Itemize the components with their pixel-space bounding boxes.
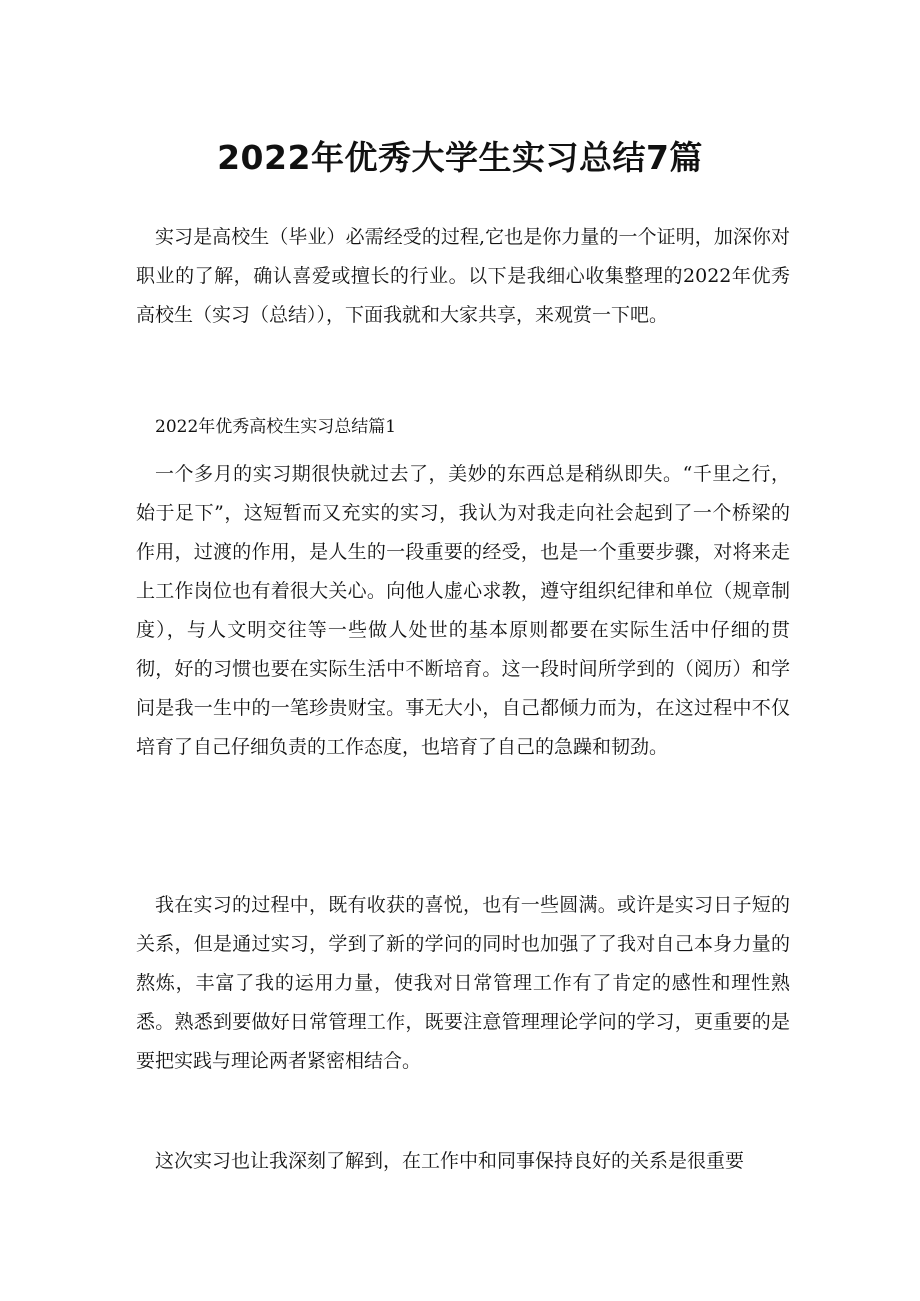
section-heading: 2022年优秀高校生实习总结篇1 (155, 417, 397, 437)
body-paragraph-2: 我在实习的过程中，既有收获的喜悦，也有一些圆满。或许是实习日子短的关系，但是通过实习，学到了新的学问的同时也加强了了我对自己本身力量的熬炼，丰富了我的运用力量，使我对日常管理工作有了肯定的感性和理性熟悉。熟悉到要做好日常管理工作，既要注意管理理论学问的学习，更重要的是要把实践与理论两者紧密相结合。 (136, 894, 790, 1072)
body-paragraph-1: 一个多月的实习期很快就过去了，美妙的东西总是稍纵即失。“千里之行，始于足下”，这短暂而又充实的实习，我认为对我走向社会起到了一个桥梁的作用，过渡的作用，是人生的一段重要的经受，也是一个重要步骤，对将来走上工作岗位也有着很大关心。向他人虚心求教，遵守组织纪律和单位（规章制度），与人文明交往等一些做人处世的基本原则都要在实际生活中仔细的贯彻，好的习惯也要在实际生活中不断培育。这一段时间所学到的（阅历）和学问是我一生中的一笔珍贵财宝。事无大小，自己都倾力而为，在这过程中不仅培育了自己仔细负责的工作态度，也培育了自己的急躁和韧劲。 (136, 463, 790, 758)
intro-paragraph: 实习是高校生（毕业）必需经受的过程,它也是你力量的一个证明，加深你对职业的了解，确认喜爱或擅长的行业。以下是我细心收集整理的2022年优秀高校生（实习（总结）），下面我就和大家共享，来观赏一下吧。 (136, 226, 790, 326)
body-paragraph-3: 这次实习也让我深刻了解到，在工作中和同事保持良好的关系是很重要 (155, 1150, 745, 1172)
document-title: 2022年优秀大学生实习总结7篇 (217, 138, 703, 177)
